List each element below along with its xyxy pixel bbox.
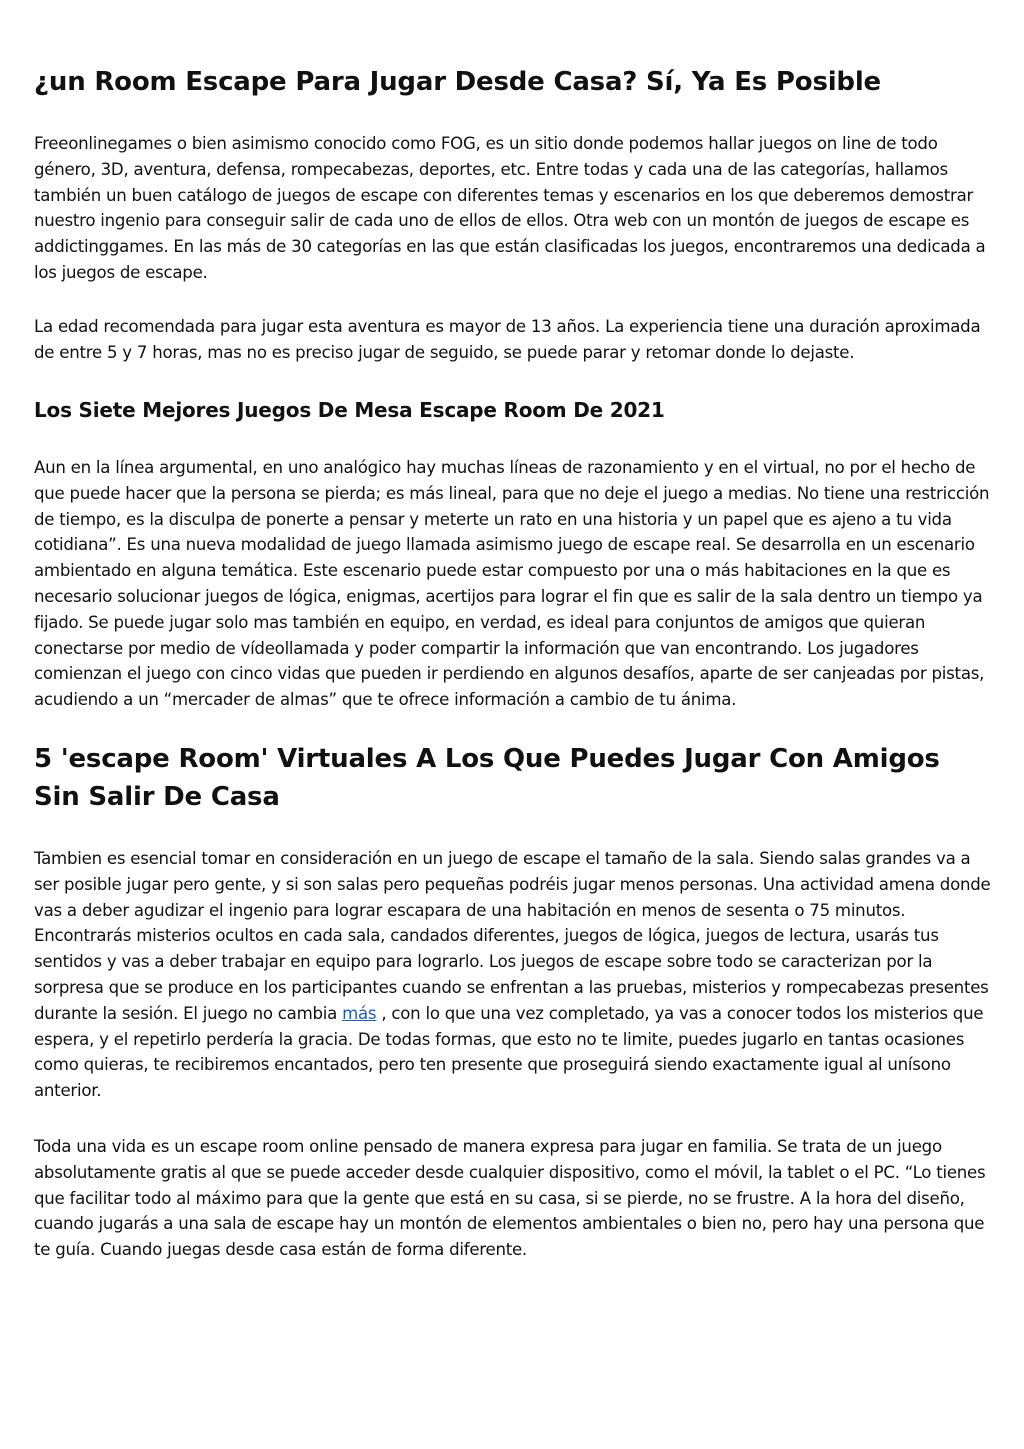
paragraph-family-game: Toda una vida es un escape room online pensado de manera expresa para jugar en familia. Se trata de un juego absolutamente gratis al que se puede acceder desde cualquier dispositivo, como el móvil, la tablet o el PC. “Lo tienes que facilitar todo al máximo para que la gente que está en su casa, si se pierde, no se frustre. A la hora del diseño, cuando jugarás a una sala de escape hay un montón de elementos ambientales o bien no, pero hay una persona que te guía. Cuando juegas desde casa están de forma diferente. bbox=[34, 1137, 986, 1260]
paragraph-age: La edad recomendada para jugar esta aventura es mayor de 13 años. La experiencia tiene una duración aproximada de entre 5 y 7 horas, mas no es preciso jugar de seguido, se puede parar y retomar donde lo dejaste. bbox=[34, 317, 981, 362]
paragraph-text-before-link: Tambien es esencial tomar en consideración en un juego de escape el tamaño de la sala. Siendo salas grandes va a ser posible jugar pero gente, y si son salas pero pequeñas podréis jugar menos personas. Una actividad amena donde vas a deber agudizar el ingenio para lograr escapara de una habitación en menos de sesenta o 75 minutos. Encontrarás misterios ocultos en cada sala, candados diferentes, juegos de lógica, juegos de lectura, usarás tus sentidos y vas a deber trabajar en equipo para lograrlo. Los juegos de escape sobre todo se caracterizan por la sorpresa que se produce en los participantes cuando se enfrentan a las pruebas, misterios y rompecabezas presentes durante la sesión. El juego no cambia bbox=[34, 849, 991, 1023]
paragraph-intro: Freeonlinegames o bien asimismo conocido como FOG, es un sitio donde podemos hallar juegos on line de todo género, 3D, aventura, defensa, rompecabezas, deportes, etc. Entre todas y cada una de las categorías, hallamos también un buen catálogo de juegos de escape con diferentes temas y escenarios en los que deberemos demostrar nuestro ingenio para conseguir salir de cada uno de ellos de ellos. Otra web con un montón de juegos de escape es addictinggames. En las más de 30 categorías en las que están clasificadas los juegos, encontraremos una dedicada a los juegos de escape. bbox=[34, 134, 986, 282]
paragraph-argument: Aun en la línea argumental, en uno analógico hay muchas líneas de razonamiento y en el virtual, no por el hecho de que puede hacer que la persona se pierda; es más lineal, para que no deje el juego a medias. No tiene una restricción de tiempo, es la disculpa de ponerte a pensar y meterte un rato en una historia y un papel que es ajeno a tu vida cotidiana”. Es una nueva modalidad de juego llamada asimismo juego de escape real. Se desarrolla en un escenario ambientado en alguna temática. Este escenario puede estar compuesto por una o más habitaciones en la que es necesario solucionar juegos de lógica, enigmas, acertijos para lograr el fin que es salir de la sala dentro un tiempo ya fijado. Se puede jugar solo mas también en equipo, en verdad, es ideal para conjuntos de amigos que quieran conectarse por medio de vídeollamada y poder compartir la información que van encontrando. Los jugadores comienzan el juego con cinco vidas que pueden ir perdiendo en algunos desafíos, aparte de ser canjeadas por pistas, acudiendo a un “mercader de almas” que te ofrece información a cambio de tu ánima. bbox=[34, 458, 990, 710]
section-heading-virtual-rooms: 5 'escape Room' Virtuales A Los Que Puedes Jugar Con Amigos Sin Salir De Casa bbox=[34, 744, 940, 812]
mas-link[interactable]: más bbox=[342, 1003, 377, 1023]
page-title: ¿un Room Escape Para Jugar Desde Casa? Sí, Ya Es Posible bbox=[34, 67, 881, 97]
section-heading-board-games: Los Siete Mejores Juegos De Mesa Escape Room De 2021 bbox=[34, 398, 665, 422]
paragraph-room-size bbox=[34, 846, 992, 1104]
paragraph-text-after-link: , con lo que una vez completado, ya vas a conocer todos los misterios que espera, y el repetirlo perdería la gracia. De todas formas, que esto no te limite, puedes jugarlo en tantas ocasiones como quieras, te recibiremos encantados, pero ten presente que proseguirá siendo exactamente igual al unísono anterior. bbox=[34, 1003, 984, 1101]
